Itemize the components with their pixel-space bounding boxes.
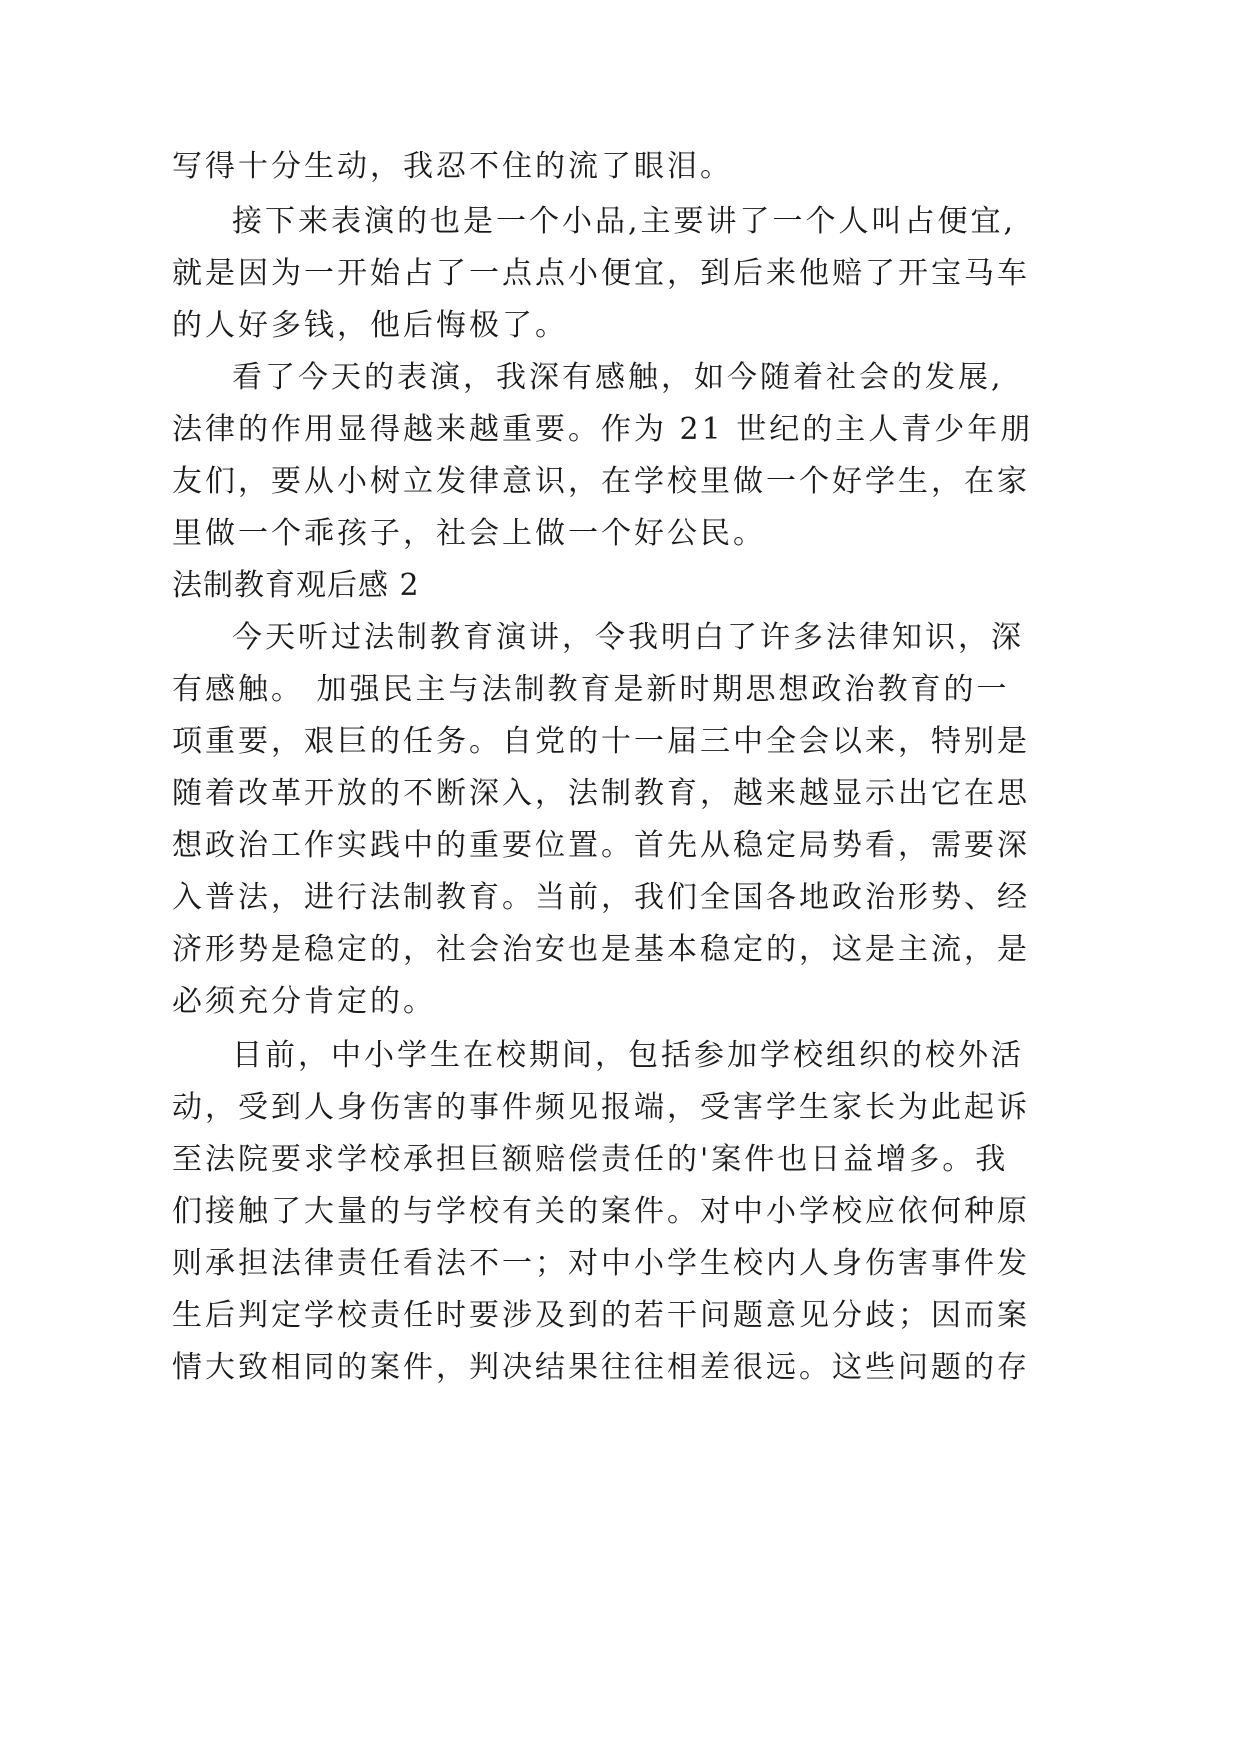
text-line: 入普法，进行法制教育。当前，我们全国各地政治形势、经 — [172, 880, 1030, 915]
text-line: 至法院要求学校承担巨额赔偿责任的'案件也日益增多。我 — [172, 1142, 1009, 1177]
text-line: 就是因为一开始占了一点点小便宜，到后来他赔了开宝马车 — [172, 256, 1030, 291]
paragraph-start-line: 接下来表演的也是一个小品,主要讲了一个人叫占便宜, — [232, 204, 1017, 239]
text-line: 写得十分生动，我忍不住的流了眼泪。 — [172, 149, 733, 184]
text-line: 济形势是稳定的，社会治安也是基本稳定的，这是主流，是 — [172, 932, 1030, 967]
text-line: 则承担法律责任看法不一；对中小学生校内人身伤害事件发 — [172, 1246, 1030, 1281]
text-line: 有感触。 加强民主与法制教育是新时期思想政治教育的一 — [172, 672, 1010, 707]
text-line: 里做一个乖孩子，社会上做一个好公民。 — [172, 516, 766, 551]
paragraph-start-line: 目前，中小学生在校期间，包括参加学校组织的校外活 — [232, 1038, 1024, 1073]
paragraph-start-line: 今天听过法制教育演讲，令我明白了许多法律知识，深 — [232, 620, 1024, 655]
text-line: 想政治工作实践中的重要位置。首先从稳定局势看，需要深 — [172, 828, 1030, 863]
text-line: 友们，要从小树立发律意识，在学校里做一个好学生，在家 — [172, 464, 1030, 499]
text-line: 生后判定学校责任时要涉及到的若干问题意见分歧；因而案 — [172, 1298, 1030, 1333]
paragraph-start-line: 看了今天的表演，我深有感触，如今随着社会的发展, — [232, 360, 1004, 395]
text-line: 动，受到人身伤害的事件频见报端，受害学生家长为此起诉 — [172, 1090, 1030, 1125]
text-line: 的人好多钱，他后悔极了。 — [172, 308, 568, 343]
text-line: 必须充分肯定的。 — [172, 984, 436, 1019]
text-line: 们接触了大量的与学校有关的案件。对中小学校应依何种原 — [172, 1194, 1030, 1229]
text-line: 随着改革开放的不断深入，法制教育，越来越显示出它在思 — [172, 776, 1030, 811]
text-line: 项重要，艰巨的任务。自党的十一届三中全会以来，特别是 — [172, 724, 1030, 759]
text-line: 情大致相同的案件，判决结果往往相差很远。这些问题的存 — [172, 1350, 1030, 1385]
section-title: 法制教育观后感 2 — [172, 568, 420, 603]
text-line: 法律的作用显得越来越重要。作为 21 世纪的主人青少年朋 — [172, 412, 1034, 447]
